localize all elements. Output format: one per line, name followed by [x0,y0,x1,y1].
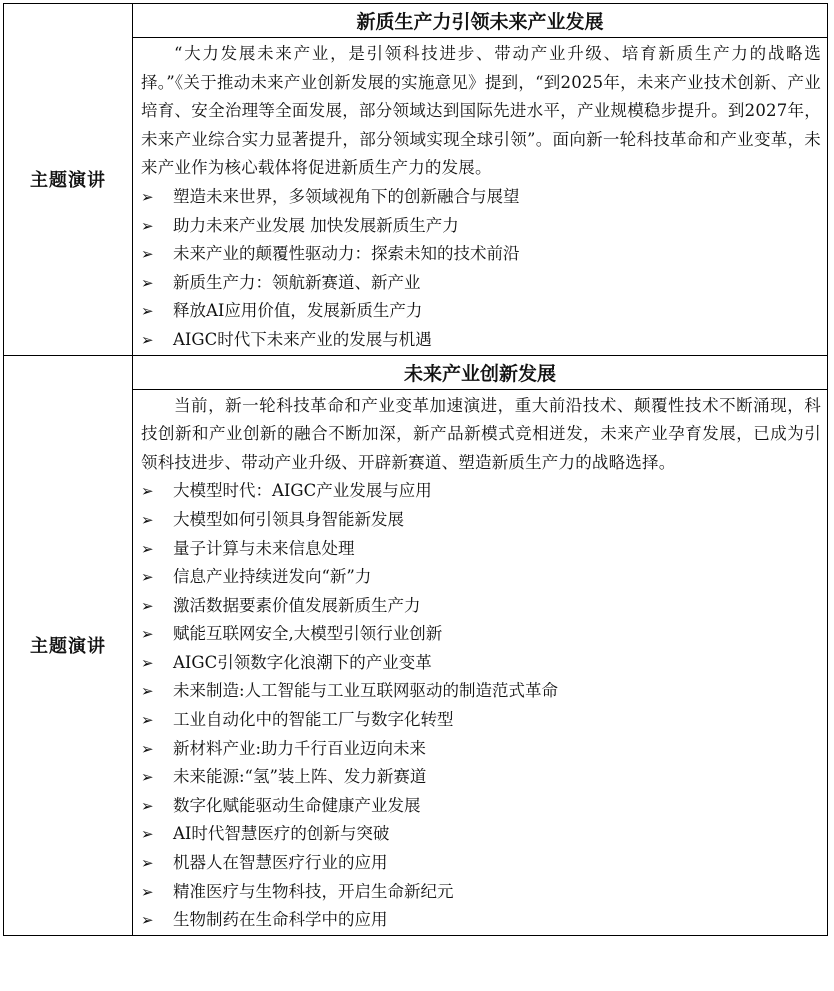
arrowhead-bullet-icon: ➢ [141,739,154,758]
talk-item [141,849,821,878]
talk-title: 量子计算与未来信息处理 [173,538,355,558]
section-2-content [133,389,828,935]
talk-title: 大模型如何引领具身智能新发展 [173,509,404,529]
talk-title: AIGC引领数字化浪潮下的产业变革 [173,652,432,672]
talk-item [141,792,821,821]
arrowhead-bullet-icon: ➢ [141,653,154,672]
section-2-talk-list [141,477,821,935]
talk-item [141,649,821,678]
arrowhead-bullet-icon: ➢ [141,911,154,930]
arrowhead-bullet-icon: ➢ [141,625,154,644]
arrowhead-bullet-icon: ➢ [141,216,154,235]
talk-title: 塑造未来世界，多领域视角下的创新融合与展望 [173,186,520,206]
arrowhead-bullet-icon: ➢ [141,768,154,787]
arrowhead-bullet-icon: ➢ [141,854,154,873]
talk-title: 数字化赋能驱动生命健康产业发展 [173,795,421,815]
talk-title: 释放AI应用价值，发展新质生产力 [173,301,423,321]
talk-title: 未来产业的颠覆性驱动力：探索未知的技术前沿 [173,244,520,264]
talk-item [141,906,821,935]
talk-title: 未来制造:人工智能与工业互联网驱动的制造范式革命 [173,681,559,701]
talk-title: 助力未来产业发展 加快发展新质生产力 [173,215,459,235]
talk-title: 新质生产力：领航新赛道、新产业 [173,272,421,292]
section-1-content [133,38,828,356]
talk-item [141,212,821,241]
section-1-title: 新质生产力引领未来产业发展 [133,4,828,38]
arrowhead-bullet-icon: ➢ [141,330,154,349]
arrowhead-bullet-icon: ➢ [141,539,154,558]
talk-title: 精准医疗与生物科技，开启生命新纪元 [173,881,454,901]
arrowhead-bullet-icon: ➢ [141,482,154,501]
talk-title: 机器人在智慧医疗行业的应用 [173,853,388,873]
section-2-title-row [4,355,828,389]
section-2-label: 主题演讲 [4,355,133,935]
talk-title: AI时代智慧医疗的创新与突破 [173,824,390,844]
talk-item [141,878,821,907]
talk-title: 赋能互联网安全,大模型引领行业创新 [173,624,443,644]
arrowhead-bullet-icon: ➢ [141,568,154,587]
talk-title: 信息产业持续迸发向“新”力 [173,567,372,587]
talk-title: 未来能源:“氢”装上阵、发力新赛道 [173,767,427,787]
agenda-table [3,3,828,936]
talk-item [141,535,821,564]
talk-item [141,763,821,792]
talk-item [141,820,821,849]
section-1-title-row [4,4,828,38]
talk-title: 激活数据要素价值发展新质生产力 [173,595,421,615]
arrowhead-bullet-icon: ➢ [141,882,154,901]
arrowhead-bullet-icon: ➢ [141,510,154,529]
arrowhead-bullet-icon: ➢ [141,711,154,730]
arrowhead-bullet-icon: ➢ [141,682,154,701]
talk-title: AIGC时代下未来产业的发展与机遇 [173,329,432,349]
section-2-intro: 当前，新一轮科技革命和产业变革加速演进，重大前沿技术、颠覆性技术不断涌现，科技创新和产业创新的融合不断加深，新产品新模式竞相迸发，未来产业孕育发展，已成为引领科技进步、带动产业升级、开辟新赛道、塑造新质生产力的战略选择。 [141,395,821,472]
arrowhead-bullet-icon: ➢ [141,245,154,264]
talk-item [141,592,821,621]
talk-item [141,240,821,269]
section-2-title: 未来产业创新发展 [133,355,828,389]
arrowhead-bullet-icon: ➢ [141,796,154,815]
arrowhead-bullet-icon: ➢ [141,273,154,292]
arrowhead-bullet-icon: ➢ [141,825,154,844]
talk-title: 新材料产业:助力千行百业迈向未来 [173,738,427,758]
talk-item [141,477,821,506]
talk-item [141,269,821,298]
section-1-intro: “大力发展未来产业，是引领科技进步、带动产业升级、培育新质生产力的战略选择。”《关于推动未来产业创新发展的实施意见》提到，“到2025年，未来产业技术创新、产业培育、安全治理等全面发展，部分领域达到国际先进水平，产业规模稳步提升。到2027年，未来产业综合实力显著提升，部分领域实现全球引领”。面向新一轮科技革命和产业变革，未来产业作为核心载体将促进新质生产力的发展。 [141,44,821,178]
talk-title: 大模型时代：AIGC产业发展与应用 [173,481,432,501]
talk-title: 生物制药在生命科学中的应用 [173,910,388,930]
talk-item [141,620,821,649]
talk-title: 工业自动化中的智能工厂与数字化转型 [173,710,454,730]
talk-item [141,563,821,592]
talk-item [141,677,821,706]
arrowhead-bullet-icon: ➢ [141,596,154,615]
talk-item [141,326,821,355]
talk-item [141,297,821,326]
arrowhead-bullet-icon: ➢ [141,187,154,206]
section-1-talk-list [141,183,821,355]
talk-item [141,183,821,212]
arrowhead-bullet-icon: ➢ [141,302,154,321]
talk-item [141,735,821,764]
talk-item [141,706,821,735]
section-1-label: 主题演讲 [4,4,133,356]
talk-item [141,506,821,535]
